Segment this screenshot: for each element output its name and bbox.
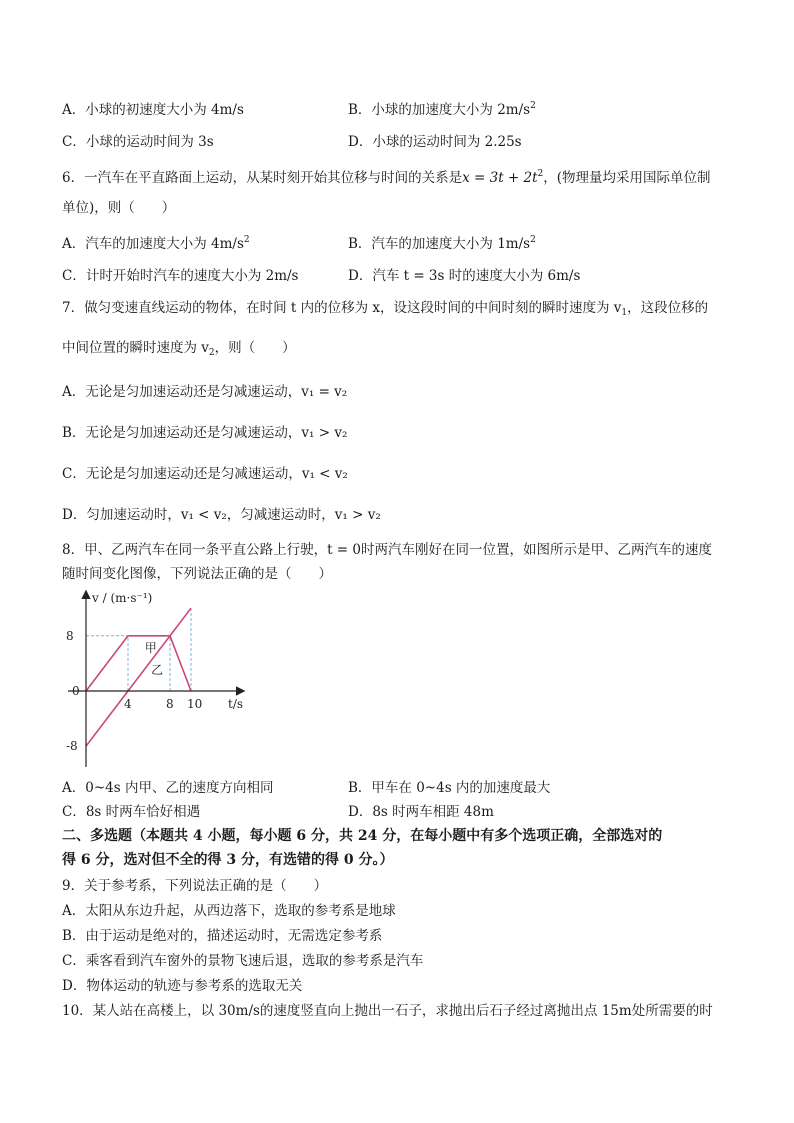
x-tick-label: 10 [187,697,203,711]
q7-option-c: C．无论是匀加速运动还是匀减速运动，v₁ < v₂ [62,466,348,482]
q6-option-c: C．计时开始时汽车的速度大小为 2m/s [62,268,299,284]
x-axis-label: t/s [228,697,244,711]
graph-series [86,608,191,746]
q7-option-a: A．无论是匀加速运动还是匀减速运动，v₁ = v₂ [62,384,348,400]
section2-heading-line1: 二、多选题（本题共 4 小题，每小题 6 分，共 24 分，在每小题中有多个选项正确，全部选对的 [62,828,663,844]
q9-option-d: D．物体运动的轨迹与参考系的选取无关 [62,978,303,994]
q8-stem-line1: 8．甲、乙两汽车在同一条平直公路上行驶，t = 0时两汽车刚好在同一位置，如图所示是甲、乙两汽车的速度 [62,542,712,558]
q6-stem-line1: 6．一汽车在平直路面上运动，从某时刻开始其位移与时间的关系是$x = 3t + 2t^2$，(物理量均采用国际单位制 [62,169,711,186]
q7-stem-line2: 中间位置的瞬时速度为 $v_2$，则（ ） [62,340,296,358]
q5-option-b: B．小球的加速度大小为 $2m/s^2$ [348,101,536,118]
q8-stem-line2: 随时间变化图像，下列说法正确的是（ ） [62,566,332,582]
section2-heading-line2: 得 6 分，选对但不全的得 3 分，有选错的得 0 分。） [62,852,394,868]
q9-stem: 9．关于参考系，下列说法正确的是（ ） [62,878,328,894]
x-tick-label: 4 [124,697,132,711]
q6-option-d: D．汽车 t = 3s 时的速度大小为 6m/s [348,268,581,284]
q7-option-b: B．无论是匀加速运动还是匀减速运动，v₁ > v₂ [62,425,348,441]
q9-option-a: A．太阳从东边升起，从西边落下，选取的参考系是地球 [62,903,396,919]
tick-label-origin: 0 [72,684,80,698]
velocity-time-graph [48,582,258,777]
q5-option-a: A．小球的初速度大小为 4m/s [62,102,244,118]
series-line-yi [86,608,191,746]
q9-option-c: C．乘客看到汽车窗外的景物飞速后退，选取的参考系是汽车 [62,953,424,969]
q8-option-c: C．8s 时两车恰好相遇 [62,804,201,820]
q7-option-d: D．匀加速运动时，v₁ < v₂，匀减速运动时，v₁ > v₂ [62,507,381,523]
q6-option-b: B．汽车的加速度大小为 $1m/s^2$ [348,235,536,252]
q10-stem: 10．某人站在高楼上，以 30m/s的速度竖直向上抛出一石子，求抛出后石子经过离抛出点 15m处所需要的时 [62,1003,713,1019]
y-tick-label: -8 [66,739,78,754]
graph-series-labels [145,641,163,677]
q8-option-b: B．甲车在 0~4s 内的加速度最大 [348,780,551,796]
q6-option-a: A．汽车的加速度大小为 $4m/s^2$ [62,235,250,252]
q8-option-d: D．8s 时两车相距 48m [348,804,494,820]
y-tick-label: 8 [66,628,74,643]
q7-stem-line1: 7．做匀变速直线运动的物体，在时间 t 内的位移为 x，设这段时间的中间时刻的瞬时速度为 $v_1$，这段位移的 [62,300,709,318]
q5-option-c: C．小球的运动时间为 3s [62,134,214,150]
q5-option-d: D．小球的运动时间为 2.25s [348,134,522,150]
series-label-jia: 甲 [144,640,157,655]
q8-option-a: A．0~4s 内甲、乙的速度方向相同 [62,780,274,796]
x-tick-label: 8 [166,697,174,711]
series-label-yi: 乙 [151,663,164,678]
q9-option-b: B．由于运动是绝对的，描述运动时，无需选定参考系 [62,928,383,944]
y-axis-label: v / (m·s⁻¹) [92,591,153,605]
series-line-jia [86,636,191,691]
q6-stem-line2: 单位)，则（ ） [62,200,176,216]
